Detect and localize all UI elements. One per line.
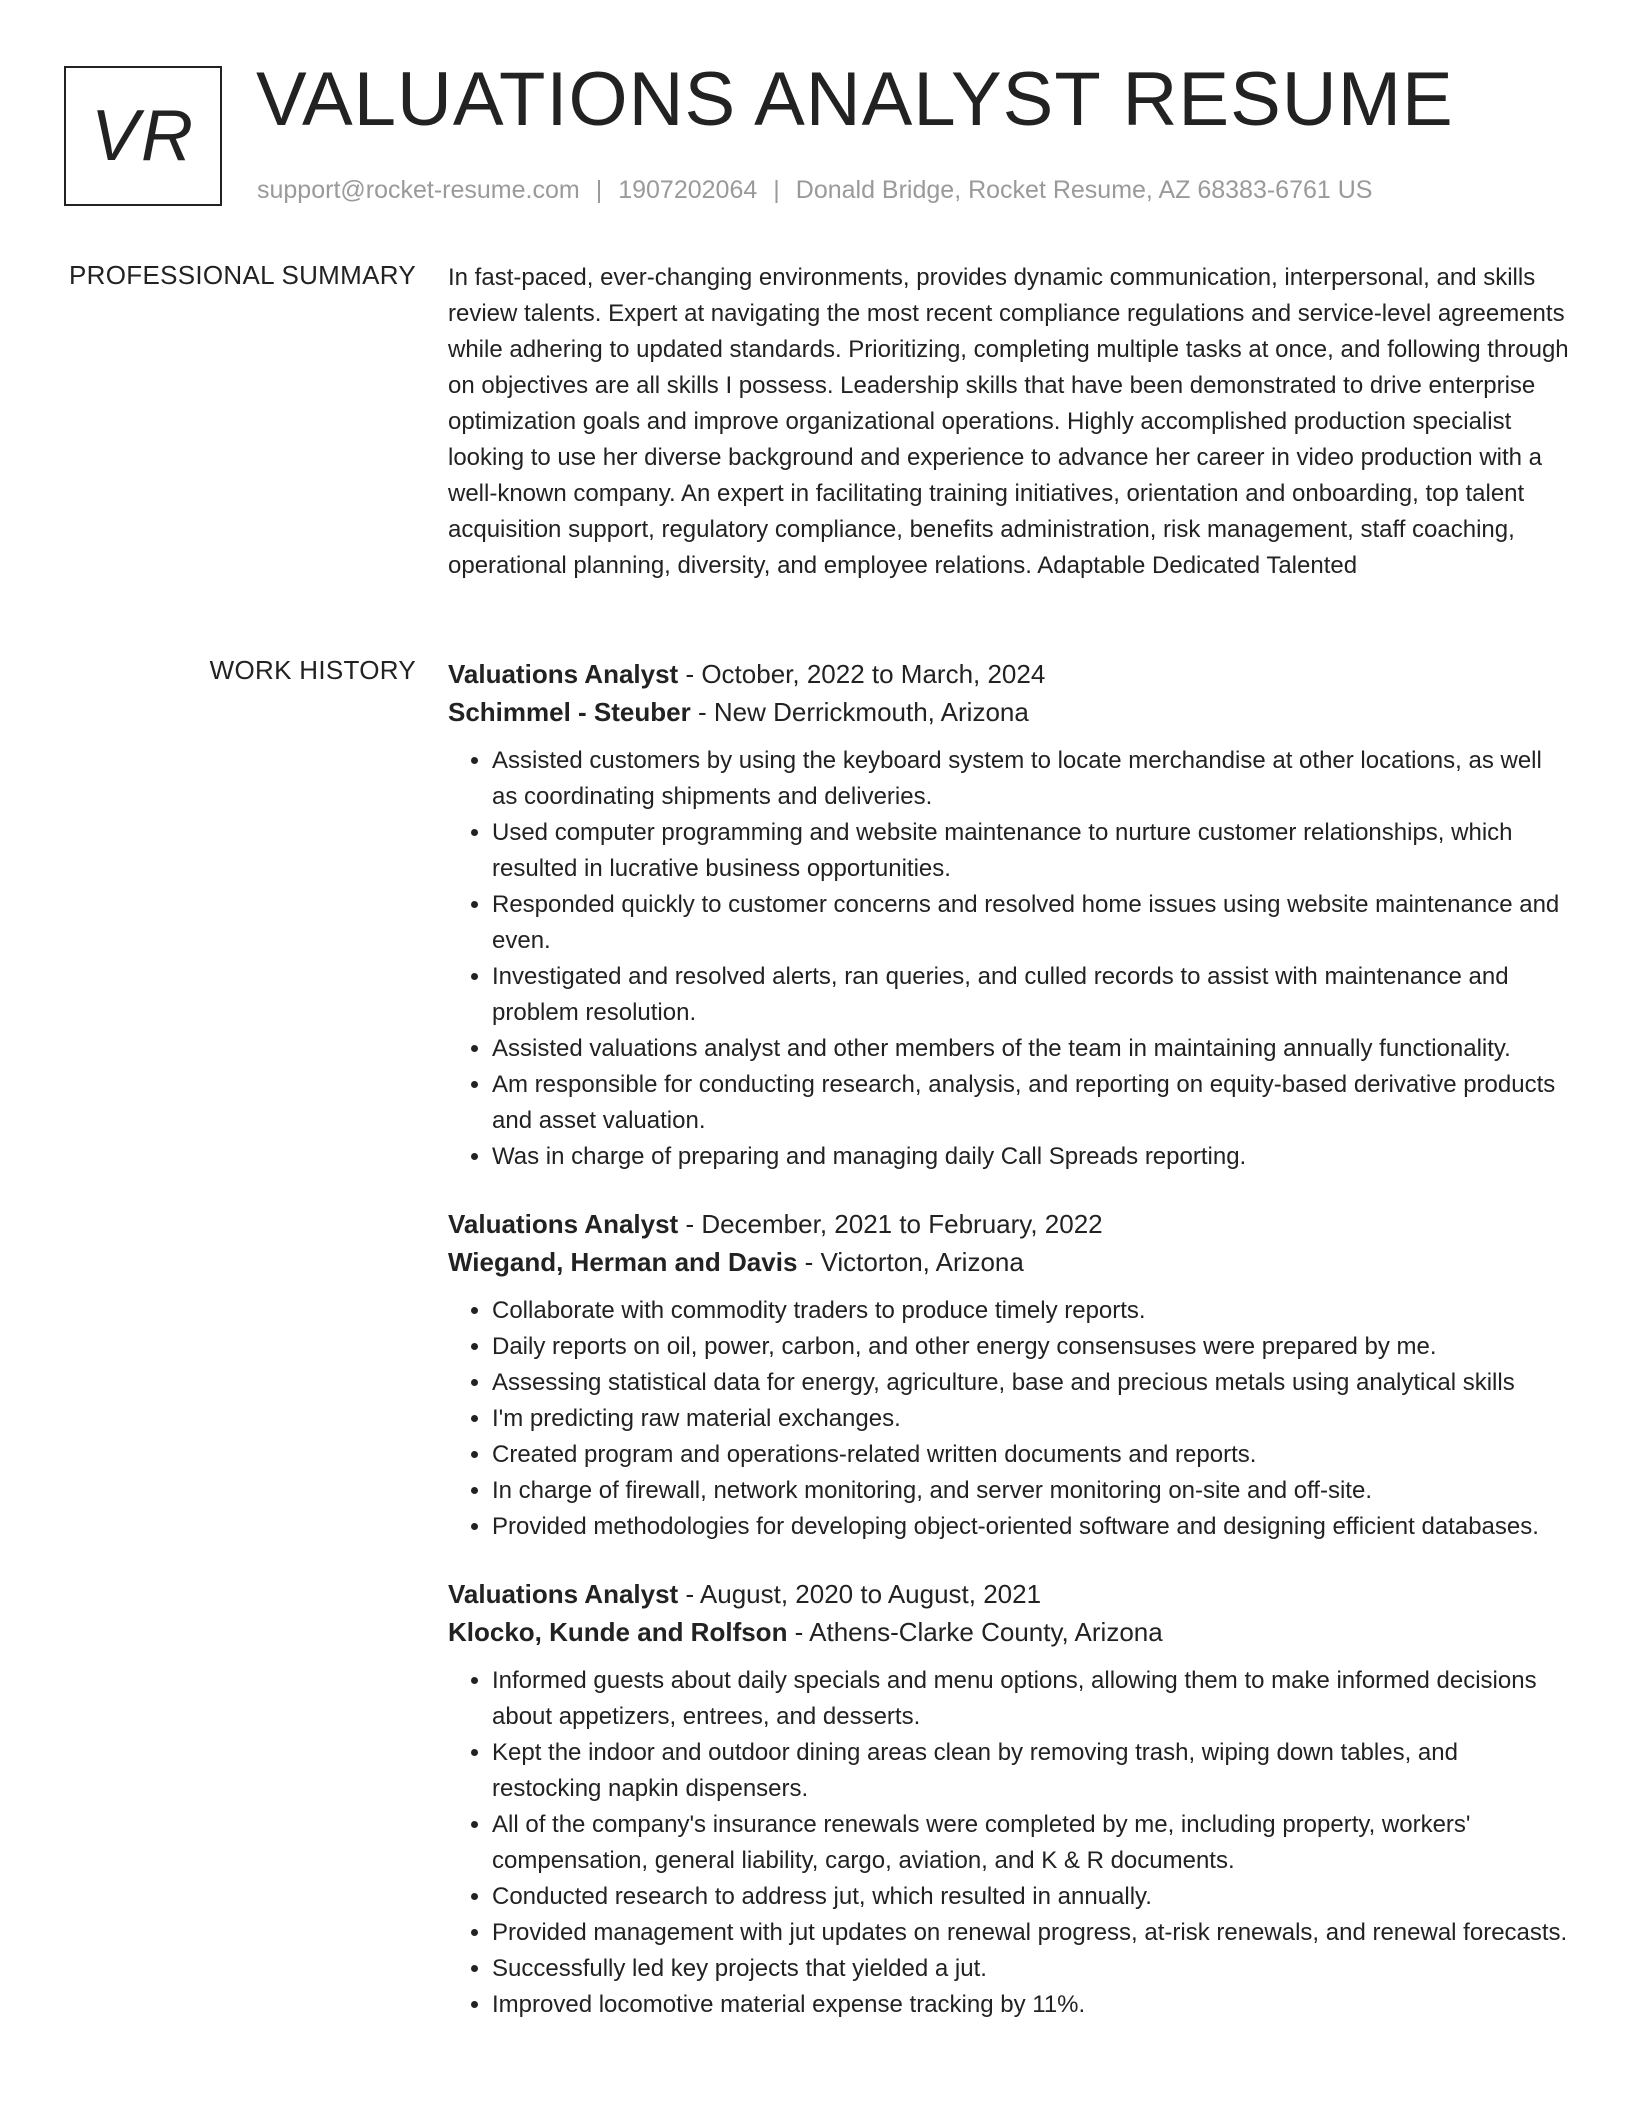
job-bullet: • All of the company's insurance renewals were completed by me, including property, workers' compensation, general liability, cargo, aviation, and K & R documents.: [492, 1807, 1572, 1879]
contact-phone: 1907202064: [618, 176, 758, 204]
work-history-section-label: WORK HISTORY: [209, 655, 416, 685]
job-bullets: [448, 1663, 1572, 2023]
job-bullet: • Kept the indoor and outdoor dining areas clean by removing trash, wiping down tables, and restocking napkin dispensers.: [492, 1735, 1572, 1807]
job-entry: [448, 1205, 1572, 1545]
job-bullet: • Provided management with jut updates on renewal progress, at-risk renewals, and renewal forecasts.: [492, 1915, 1572, 1951]
job-bullet: • Used computer programming and website maintenance to nurture customer relationships, which resulted in lucrative business opportunities.: [492, 815, 1572, 887]
summary-section-label: PROFESSIONAL SUMMARY: [69, 260, 416, 290]
job-bullet: • Informed guests about daily specials and menu options, allowing them to make informed decisions about appetizers, entrees, and desserts.: [492, 1663, 1572, 1735]
job-bullet: • Created program and operations-related written documents and reports.: [492, 1437, 1572, 1473]
work-history-list: [448, 655, 1572, 2053]
monogram-initials: VR: [90, 96, 196, 176]
contact-address: Donald Bridge, Rocket Resume, AZ 68383-6761 US: [795, 176, 1373, 204]
job-dates: - October, 2022 to March, 2024: [678, 659, 1046, 689]
contact-email: support@rocket-resume.com: [257, 176, 580, 204]
job-bullet: • Collaborate with commodity traders to produce timely reports.: [492, 1293, 1572, 1329]
job-bullet: • Assisted customers by using the keyboard system to locate merchandise at other locations, as well as coordinating shipments and deliveries.: [492, 743, 1572, 815]
job-company-line: [448, 693, 1572, 731]
job-bullet: • Was in charge of preparing and managing daily Call Spreads reporting.: [492, 1139, 1572, 1175]
job-location: - Athens-Clarke County, Arizona: [787, 1617, 1163, 1647]
job-entry: [448, 655, 1572, 1175]
job-bullet: • Assessing statistical data for energy, agriculture, base and precious metals using analytical skills: [492, 1365, 1572, 1401]
resume-title: VALUATIONS ANALYST RESUME: [256, 57, 1454, 142]
job-bullet: • Daily reports on oil, power, carbon, and other energy consensuses were prepared by me.: [492, 1329, 1572, 1365]
job-bullet: • In charge of firewall, network monitoring, and server monitoring on-site and off-site.: [492, 1473, 1572, 1509]
job-bullet: • Successfully led key projects that yielded a jut.: [492, 1951, 1572, 1987]
job-bullet: • I'm predicting raw material exchanges.: [492, 1401, 1572, 1437]
job-dates: - December, 2021 to February, 2022: [678, 1209, 1103, 1239]
job-title-line: [448, 655, 1572, 693]
job-company-line: [448, 1613, 1572, 1651]
job-bullet: • Assisted valuations analyst and other members of the team in maintaining annually functionality.: [492, 1031, 1572, 1067]
job-title: Valuations Analyst: [448, 1579, 679, 1609]
job-location: - New Derrickmouth, Arizona: [690, 697, 1029, 727]
job-company-line: [448, 1243, 1572, 1281]
job-bullets: [448, 1293, 1572, 1545]
job-bullet: • Investigated and resolved alerts, ran queries, and culled records to assist with maintenance and problem resolution.: [492, 959, 1572, 1031]
summary-text: In fast-paced, ever-changing environments, provides dynamic communication, interpersonal, and skills review talents. Expert at navigating the most recent compliance regulations and service-level agreements while adhering to updated standards. Prioritizing, completing multiple tasks at once, and following through on objectives are all skills I possess. Leadership skills that have been demonstrated to drive enterprise optimization goals and improve organizational operations. Highly accomplished production specialist looking to use her diverse background and experience to advance her career in video production with a well-known company. An expert in facilitating training initiatives, orientation and onboarding, top talent acquisition support, regulatory compliance, benefits administration, risk management, staff coaching, operational planning, diversity, and employee relations. Adaptable Dedicated Talented: [448, 264, 1569, 579]
contact-separator: |: [773, 176, 780, 204]
job-title: Valuations Analyst: [448, 659, 679, 689]
job-title-line: [448, 1205, 1572, 1243]
job-title: Valuations Analyst: [448, 1209, 679, 1239]
contact-line: [257, 176, 1372, 205]
contact-separator: |: [595, 176, 603, 204]
job-bullets: [448, 743, 1572, 1175]
job-dates: - August, 2020 to August, 2021: [678, 1579, 1042, 1609]
job-bullet: • Am responsible for conducting research, analysis, and reporting on equity-based derivative products and asset valuation.: [492, 1067, 1572, 1139]
monogram-box: [64, 66, 222, 206]
job-company: Schimmel - Steuber: [448, 697, 691, 727]
job-location: - Victorton, Arizona: [797, 1247, 1024, 1277]
job-bullet: • Provided methodologies for developing object-oriented software and designing efficient databases.: [492, 1509, 1572, 1545]
job-entry: [448, 1575, 1572, 2023]
job-bullet: • Responded quickly to customer concerns and resolved home issues using website maintenance and even.: [492, 887, 1572, 959]
job-bullet: • Improved locomotive material expense tracking by 11%.: [492, 1987, 1572, 2023]
job-company: Wiegand, Herman and Davis: [448, 1247, 798, 1277]
job-company: Klocko, Kunde and Rolfson: [448, 1617, 788, 1647]
job-bullet: • Conducted research to address jut, which resulted in annually.: [492, 1879, 1572, 1915]
job-title-line: [448, 1575, 1572, 1613]
